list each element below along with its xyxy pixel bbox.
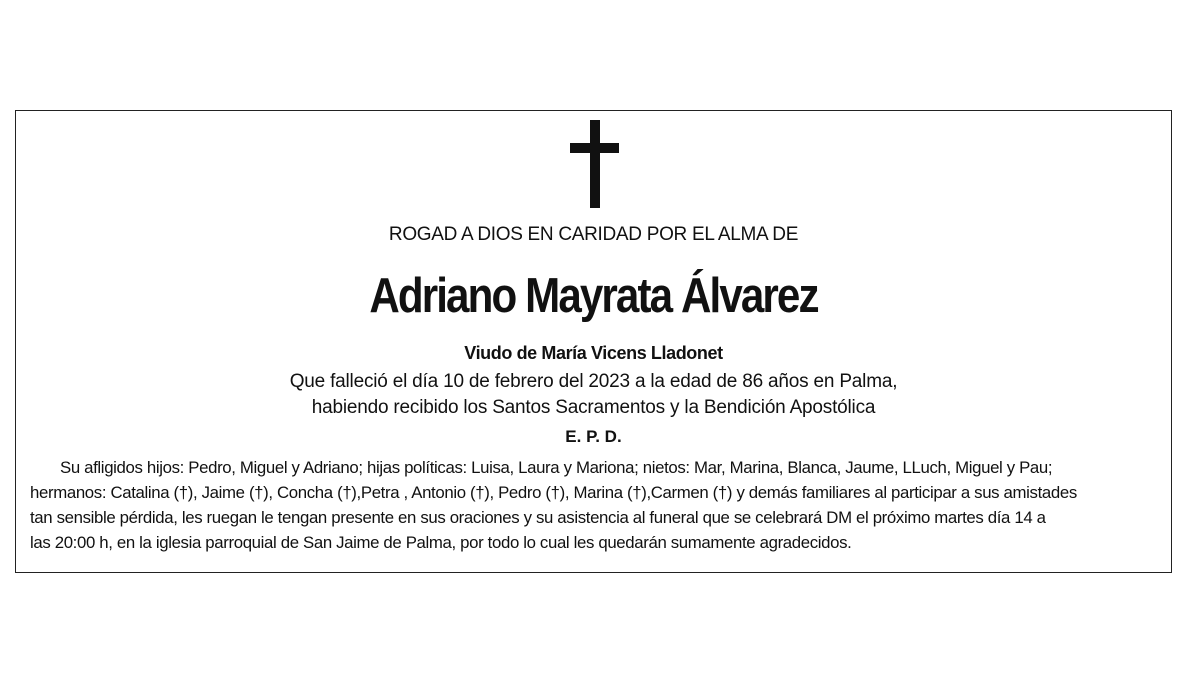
deceased-name: Adriano Mayrata Álvarez (369, 269, 818, 323)
prayer-heading: ROGAD A DIOS EN CARIDAD POR EL ALMA DE (388, 224, 799, 245)
family-line: tan sensible pérdida, les ruegan le tengan presente en sus oraciones y su asistencia al funeral que se celebrará DM el próximo martes día 14 a (30, 508, 1046, 527)
cross-icon (570, 120, 620, 210)
rip-abbreviation: E. P. D. (565, 427, 622, 446)
family-line: las 20:00 h, en la iglesia parroquial de San Jaime de Palma, por todo lo cual les quedarán sumamente agradecidos. (30, 533, 852, 552)
death-details: Que falleció el día 10 de febrero del 2023 a la edad de 86 años en Palma, (289, 371, 898, 392)
sacraments-details: habiendo recibido los Santos Sacramentos y la Bendición Apostólica (311, 397, 876, 418)
family-line: hermanos: Catalina (†), Jaime (†), Concha (†),Petra , Antonio (†), Pedro (†), Marina (†),Carmen (†) y demás familiares al participar a sus amistades (30, 483, 1077, 502)
family-paragraph (30, 455, 1164, 555)
family-line: Su afligidos hijos: Pedro, Miguel y Adriano; hijas políticas: Luisa, Laura y Mariona; nietos: Mar, Marina, Blanca, Jaume, LLuch, Miguel y Pau; (60, 458, 1053, 477)
widower-line: Viudo de María Vicens Lladonet (464, 343, 723, 363)
obituary-notice (15, 110, 1172, 573)
